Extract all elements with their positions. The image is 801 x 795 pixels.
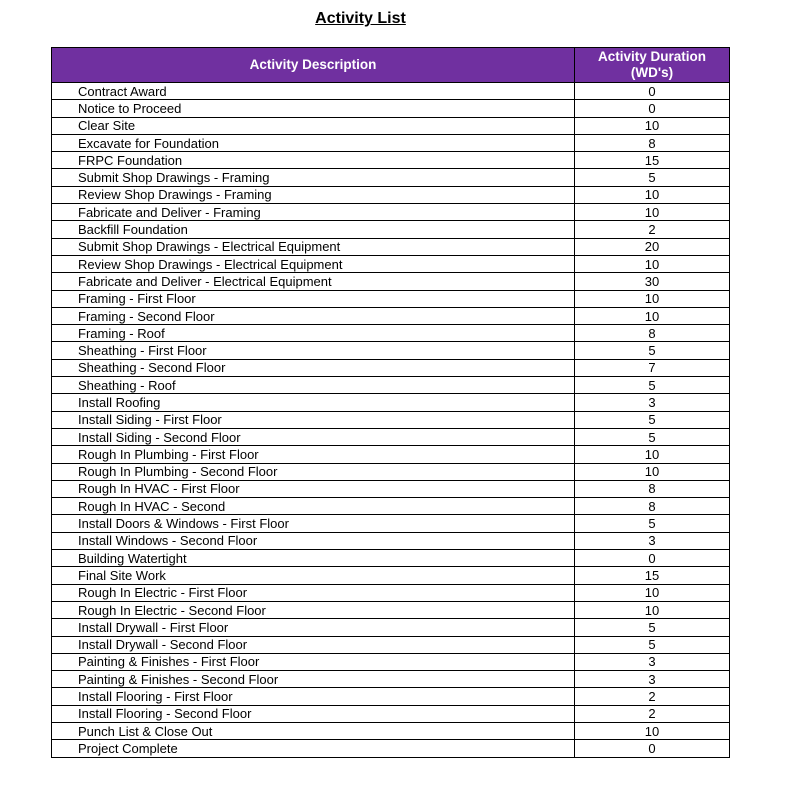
activity-description-cell: Painting & Finishes - First Floor — [52, 653, 575, 670]
table-row — [52, 100, 730, 117]
activity-description-cell: Notice to Proceed — [52, 100, 575, 117]
table-body — [52, 83, 730, 758]
activity-description-cell: Sheathing - First Floor — [52, 342, 575, 359]
activity-duration-cell: 10 — [575, 186, 730, 203]
table-row — [52, 325, 730, 342]
activity-duration-cell: 3 — [575, 532, 730, 549]
activity-description-cell: Rough In Plumbing - Second Floor — [52, 463, 575, 480]
column-header-duration-line1: Activity Duration — [597, 49, 706, 64]
table-row — [52, 653, 730, 670]
activity-description-cell: Rough In Electric - First Floor — [52, 584, 575, 601]
activity-duration-cell: 15 — [575, 152, 730, 169]
activity-duration-cell: 0 — [575, 740, 730, 757]
activity-description-cell: Install Roofing — [52, 394, 575, 411]
activity-description-cell: Framing - Roof — [52, 325, 575, 342]
activity-description-cell: Sheathing - Second Floor — [52, 359, 575, 376]
table-row — [52, 290, 730, 307]
activity-duration-cell: 15 — [575, 567, 730, 584]
activity-description-cell: Fabricate and Deliver - Electrical Equipment — [52, 273, 575, 290]
table-row — [52, 377, 730, 394]
activity-duration-cell: 10 — [575, 584, 730, 601]
activity-duration-cell: 8 — [575, 325, 730, 342]
activity-duration-cell: 30 — [575, 273, 730, 290]
activity-duration-cell: 8 — [575, 134, 730, 151]
activity-description-cell: Rough In HVAC - Second — [52, 498, 575, 515]
activity-duration-cell: 10 — [575, 446, 730, 463]
table-row — [52, 186, 730, 203]
activity-duration-cell: 0 — [575, 550, 730, 567]
table-row — [52, 601, 730, 618]
activity-duration-cell: 10 — [575, 117, 730, 134]
table-row — [52, 567, 730, 584]
activity-duration-cell: 5 — [575, 636, 730, 653]
column-header-duration — [575, 48, 730, 83]
column-header-description: Activity Description — [52, 48, 575, 83]
activity-description-cell: Punch List & Close Out — [52, 722, 575, 739]
activity-duration-cell: 2 — [575, 688, 730, 705]
activity-duration-cell: 0 — [575, 100, 730, 117]
activity-description-cell: Install Flooring - First Floor — [52, 688, 575, 705]
table-row — [52, 238, 730, 255]
activity-description-cell: Rough In Electric - Second Floor — [52, 601, 575, 618]
activity-duration-cell: 2 — [575, 705, 730, 722]
activity-description-cell: Review Shop Drawings - Framing — [52, 186, 575, 203]
table-row — [52, 117, 730, 134]
table-row — [52, 169, 730, 186]
table-row — [52, 532, 730, 549]
table-header-row — [52, 48, 730, 83]
activity-duration-cell: 3 — [575, 653, 730, 670]
activity-description-cell: Clear Site — [52, 117, 575, 134]
table-row — [52, 134, 730, 151]
activity-duration-cell: 10 — [575, 204, 730, 221]
activity-duration-cell: 8 — [575, 480, 730, 497]
activity-description-cell: Building Watertight — [52, 550, 575, 567]
activity-description-cell: Framing - Second Floor — [52, 307, 575, 324]
activity-duration-cell: 10 — [575, 722, 730, 739]
table-row — [52, 152, 730, 169]
activity-description-cell: Fabricate and Deliver - Framing — [52, 204, 575, 221]
activity-duration-cell: 10 — [575, 255, 730, 272]
activity-description-cell: Submit Shop Drawings - Electrical Equipment — [52, 238, 575, 255]
activity-description-cell: Framing - First Floor — [52, 290, 575, 307]
activity-duration-cell: 5 — [575, 515, 730, 532]
activity-description-cell: Install Windows - Second Floor — [52, 532, 575, 549]
activity-description-cell: Install Siding - Second Floor — [52, 428, 575, 445]
activity-description-cell: Backfill Foundation — [52, 221, 575, 238]
table-row — [52, 394, 730, 411]
table-row — [52, 411, 730, 428]
table-row — [52, 688, 730, 705]
table-row — [52, 204, 730, 221]
table-row — [52, 740, 730, 757]
table-row — [52, 83, 730, 100]
activity-description-cell: Install Drywall - First Floor — [52, 619, 575, 636]
table-row — [52, 705, 730, 722]
activity-description-cell: Rough In Plumbing - First Floor — [52, 446, 575, 463]
activity-description-cell: Install Doors & Windows - First Floor — [52, 515, 575, 532]
activity-duration-cell: 10 — [575, 463, 730, 480]
activity-description-cell: Sheathing - Roof — [52, 377, 575, 394]
activity-duration-cell: 8 — [575, 498, 730, 515]
table-row — [52, 498, 730, 515]
activity-description-cell: Install Drywall - Second Floor — [52, 636, 575, 653]
table-row — [52, 446, 730, 463]
table-row — [52, 428, 730, 445]
activity-description-cell: Excavate for Foundation — [52, 134, 575, 151]
activity-duration-cell: 3 — [575, 671, 730, 688]
table-row — [52, 671, 730, 688]
table-row — [52, 359, 730, 376]
activity-description-cell: Project Complete — [52, 740, 575, 757]
activity-duration-cell: 10 — [575, 307, 730, 324]
table-row — [52, 342, 730, 359]
table-row — [52, 636, 730, 653]
activity-description-cell: Install Flooring - Second Floor — [52, 705, 575, 722]
activity-duration-cell: 0 — [575, 83, 730, 100]
table-row — [52, 463, 730, 480]
activity-description-cell: Install Siding - First Floor — [52, 411, 575, 428]
activity-duration-cell: 5 — [575, 377, 730, 394]
activity-description-cell: Review Shop Drawings - Electrical Equipment — [52, 255, 575, 272]
activity-description-cell: Rough In HVAC - First Floor — [52, 480, 575, 497]
column-header-duration-line2: (WD's) — [630, 65, 674, 80]
table-row — [52, 255, 730, 272]
activity-description-cell: Final Site Work — [52, 567, 575, 584]
activity-duration-cell: 10 — [575, 290, 730, 307]
table-row — [52, 584, 730, 601]
table-row — [52, 307, 730, 324]
activity-duration-cell: 5 — [575, 342, 730, 359]
activity-table — [51, 47, 730, 758]
table-row — [52, 722, 730, 739]
activity-description-cell: FRPC Foundation — [52, 152, 575, 169]
activity-duration-cell: 7 — [575, 359, 730, 376]
activity-duration-cell: 5 — [575, 619, 730, 636]
table-row — [52, 480, 730, 497]
activity-duration-cell: 20 — [575, 238, 730, 255]
table-row — [52, 515, 730, 532]
table-row — [52, 619, 730, 636]
activity-description-cell: Contract Award — [52, 83, 575, 100]
table-row — [52, 273, 730, 290]
activity-duration-cell: 5 — [575, 169, 730, 186]
activity-duration-cell: 10 — [575, 601, 730, 618]
activity-description-cell: Submit Shop Drawings - Framing — [52, 169, 575, 186]
activity-duration-cell: 2 — [575, 221, 730, 238]
table-row — [52, 550, 730, 567]
activity-duration-cell: 5 — [575, 428, 730, 445]
activity-duration-cell: 5 — [575, 411, 730, 428]
activity-description-cell: Painting & Finishes - Second Floor — [52, 671, 575, 688]
page-title: Activity List — [315, 10, 406, 27]
table-row — [52, 221, 730, 238]
activity-duration-cell: 3 — [575, 394, 730, 411]
